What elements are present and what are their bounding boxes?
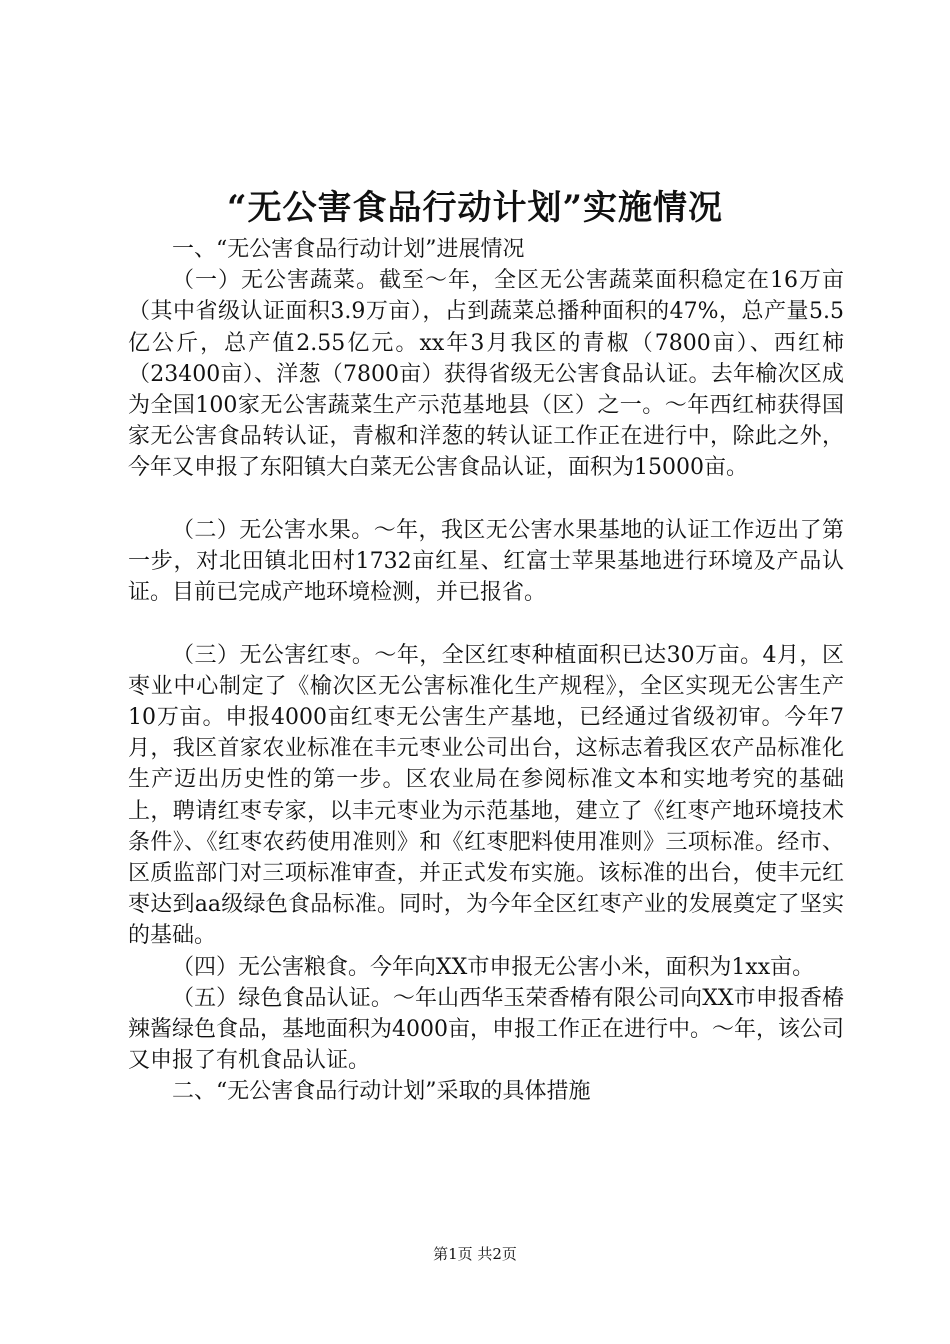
section-heading-2: 二、“无公害食品行动计划”采取的具体措施 — [172, 1079, 591, 1105]
paragraph-green-food: （五）绿色食品认证。～年山西华玉荣香椿有限公司向XX市申报香椿辣酱绿色食品，基地面积为4000亩，申报工作正在进行中。～年，该公司又申报了有机食品认证。 — [128, 985, 844, 1074]
document-title: “无公害食品行动计划”实施情况 — [226, 188, 724, 228]
paragraph-jujube: （三）无公害红枣。～年，全区红枣种植面积已达30万亩。4月，区枣业中心制定了《榆次区无公害标准化生产规程》，全区实现无公害生产10万亩。申报4000亩红枣无公害生产基地，已经通过省级初审。今年7月，我区首家农业标准在丰元枣业公司出台，这标志着我区农产品标准化生产迈出历史性的第一步。区农业局在参阅标准文本和实地考究的基础上，聘请红枣专家，以丰元枣业为示范基地，建立了《红枣产地环境技术条件》、《红枣农药使用准则》和《红枣肥料使用准则》三项标准。经市、区质监部门对三项标准审查，并正式发布实施。该标准的出台，使丰元红枣达到aa级绿色食品标准。同时，为今年全区红枣产业的发展奠定了坚实的基础。 — [128, 642, 844, 949]
section-heading-1: 一、“无公害食品行动计划”进展情况 — [172, 237, 525, 262]
document-body — [128, 234, 844, 1108]
paragraph-vegetables: （一）无公害蔬菜。截至～年，全区无公害蔬菜面积稳定在16万亩（其中省级认证面积3.9万亩），占到蔬菜总播种面积的47%，总产量5.5亿公斤，总产值2.55亿元。xx年3月我区的青椒（7800亩）、西红柿（23400亩）、洋葱（7800亩）获得省级无公害食品认证。去年榆次区成为全国100家无公害蔬菜生产示范基地县（区）之一。～年西红柿获得国家无公害食品转认证，青椒和洋葱的转认证工作正在进行中，除此之外，今年又申报了东阳镇大白菜无公害食品认证，面积为15000亩。 — [128, 268, 844, 481]
page-number-footer: 第1页 共2页 — [433, 1245, 517, 1263]
paragraph-grain: （四）无公害粮食。今年向XX市申报无公害小米，面积为1xx亩。 — [172, 954, 815, 980]
paragraph-fruits: （二）无公害水果。～年，我区无公害水果基地的认证工作迈出了第一步，对北田镇北田村1732亩红星、红富士苹果基地进行环境及产品认证。目前已完成产地环境检测，并已报省。 — [128, 517, 844, 606]
